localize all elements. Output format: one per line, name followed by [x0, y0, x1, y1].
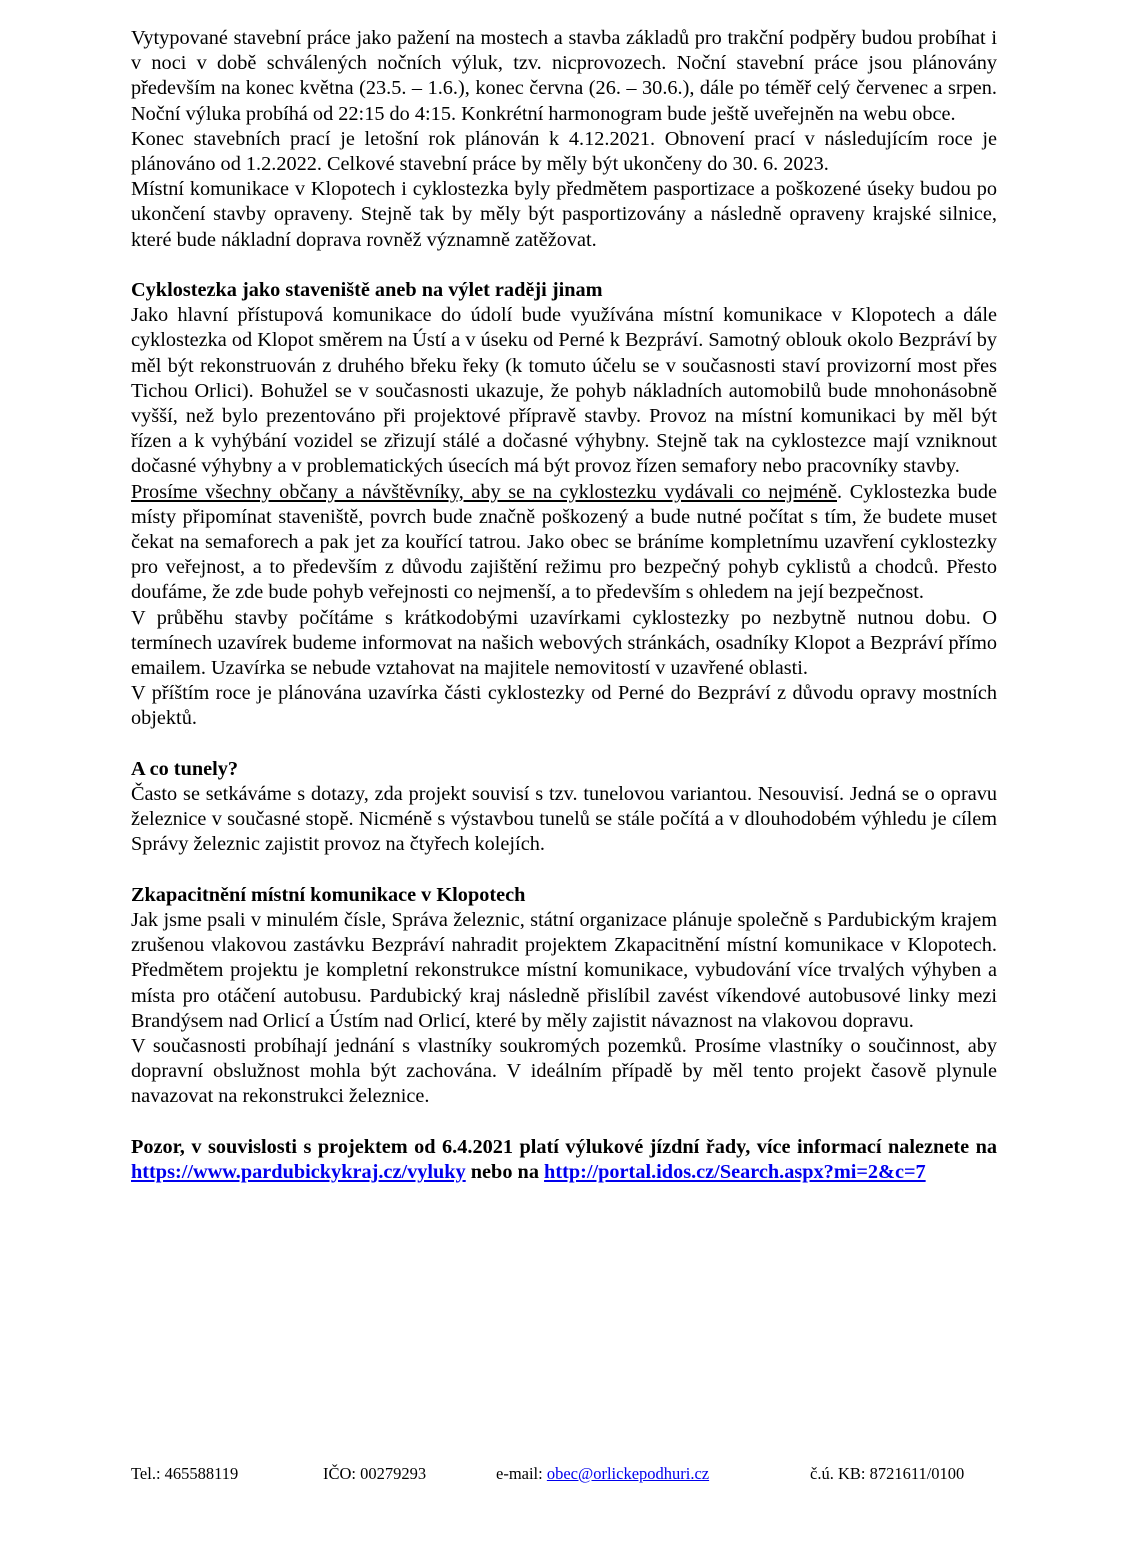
email-link[interactable]: obec@orlickepodhuri.cz	[546, 1464, 710, 1483]
paragraph: Vytypované stavební práce jako pažení na mostech a stavba základů pro trakční podpěry budou probíhat i v noci v době schválených nočních výluk, tzv. nicprovozech. Noční stavební práce jsou plánovány především na konec května (23.5. – 1.6.), konec června (26. – 30.6.), dále po téměř celý červenec a srpen. Noční výluka probíhá od 22:15 do 4:15. Konkrétní harmonogram bude ještě uveřejněn na webu obce.	[131, 27, 997, 125]
document-body	[131, 26, 997, 1185]
paragraph: Jako hlavní přístupová komunikace do údolí bude využívána místní komunikace v Klopotech a dále cyklostezka od Klopot směrem na Ústí a v úseku od Perné k Bezpráví. Samotný oblouk okolo Bezpráví by měl být rekonstruován z druhého břeku řeky (k tomuto účelu se v současnosti staví provizorní most přes Tichou Orlici). Bohužel se v současnosti ukazuje, že pohyb nákladních automobilů bude mnohonásobně vyšší, než bylo prezentováno při projektové přípravě stavby. Provoz na místní komunikaci by měl být řízen a k vyhýbání vozidel se zřizují stálé a dočasné výhybny. Stejně tak na cyklostezce mají vzniknout dočasné výhybny a v problematických úsecích má být provoz řízen semafory nebo pracovníky stavby.	[131, 304, 997, 478]
spacer	[131, 732, 997, 757]
notice-paragraph	[131, 1135, 997, 1185]
notice-text: nebo na	[465, 1161, 545, 1184]
notice-text: Pozor, v souvislosti s projektem od 6.4.2021 platí výlukové jízdní řady, více informací naleznete na	[131, 1135, 997, 1158]
section-heading: A co tunely?	[131, 757, 239, 780]
paragraph: V současnosti probíhají jednání s vlastníky soukromých pozemků. Prosíme vlastníky o součinnost, aby dopravní obslužnost mohla být zachována. V ideálním případě by měl tento projekt časově plynule navazovat na rekonstrukci železnice.	[131, 1035, 997, 1108]
spacer	[131, 253, 997, 278]
underlined-appeal: Prosíme všechny občany a návštěvníky, aby se na cyklostezku vydávali co nejméně	[131, 480, 837, 503]
section-heading: Zkapacitnění místní komunikace v Klopotech	[131, 883, 526, 906]
paragraph	[131, 480, 997, 606]
link-pardubickykraj[interactable]: https://www.pardubickykraj.cz/vyluky	[131, 1161, 466, 1184]
footer-email	[496, 1464, 709, 1484]
paragraph: Často se setkáváme s dotazy, zda projekt souvisí s tzv. tunelovou variantou. Nesouvisí. Jedná se o opravu železnice v současné stopě. Nicméně s výstavbou tunelů se stále počítá a v dlouhodobém výhledu je cílem Správy železnic zajistit provoz na čtyřech kolejích.	[131, 783, 997, 856]
paragraph-text: . Cyklostezka bude místy připomínat staveniště, povrch bude značně poškozený a bude nutné počítat s tím, že budete muset čekat na semaforech a pak jet za kouřící tatrou. Jako obec se bráníme kompletnímu uzavření cyklostezky pro veřejnost, a to především z důvodu zajištění režimu pro bezpečný pohyb cyklistů a chodců. Přesto doufáme, že zde bude pohyb veřejnosti co nejmenší, a to především s ohledem na její bezpečnost.	[131, 480, 997, 604]
link-idos[interactable]: http://portal.idos.cz/Search.aspx?mi=2&c=7	[544, 1161, 926, 1184]
paragraph: V průběhu stavby počítáme s krátkodobými uzavírkami cyklostezky po nezbytně nutnou dobu. O termínech uzavírek budeme informovat na našich webových stránkách, osadníky Klopot a Bezpráví přímo emailem. Uzavírka se nebude vztahovat na majitele nemovitostí v uzavřené oblasti.	[131, 606, 997, 680]
paragraph: V příštím roce je plánována uzavírka části cyklostezky od Perné do Bezpráví z důvodu opravy mostních objektů.	[131, 682, 997, 730]
section-heading: Cyklostezka jako staveniště aneb na výlet raději jinam	[131, 279, 603, 302]
paragraph: Jak jsme psali v minulém čísle, Správa železnic, státní organizace plánuje společně s Pardubickým krajem zrušenou vlakovou zastávku Bezpráví nahradit projektem Zkapacitnění místní komunikace v Klopotech. Předmětem projektu je kompletní rekonstrukce místní komunikace, vybudování více trvalých výhyben a místa pro otáčení autobusu. Pardubický kraj následně přislíbil zavést víkendové autobusové linky mezi Brandýsem nad Orlicí a Ústím nad Orlicí, které by měly zajistit návaznost na vlakovou dopravu.	[131, 909, 997, 1032]
footer-account: č.ú. KB: 8721611/0100	[810, 1464, 965, 1483]
footer-phone: Tel.: 465588119	[131, 1464, 239, 1483]
paragraph: Konec stavebních prací je letošní rok plánován k 4.12.2021. Obnovení prací v následujícím roce je plánováno od 1.2.2022. Celkové stavební práce by měly být ukončeny do 30. 6. 2023.	[131, 127, 997, 176]
spacer	[131, 858, 997, 883]
footer-ico: IČO: 00279293	[323, 1464, 427, 1483]
paragraph: Místní komunikace v Klopotech i cyklostezka byly předmětem pasportizace a poškozené úseky budou po ukončení stavby opraveny. Stejně tak by měly být pasportizovány a následně opraveny krajské silnice, které bude nákladní doprava rovněž významně zatěžovat.	[131, 178, 997, 251]
footer-email-label: e-mail:	[496, 1464, 547, 1483]
spacer	[131, 1110, 997, 1135]
